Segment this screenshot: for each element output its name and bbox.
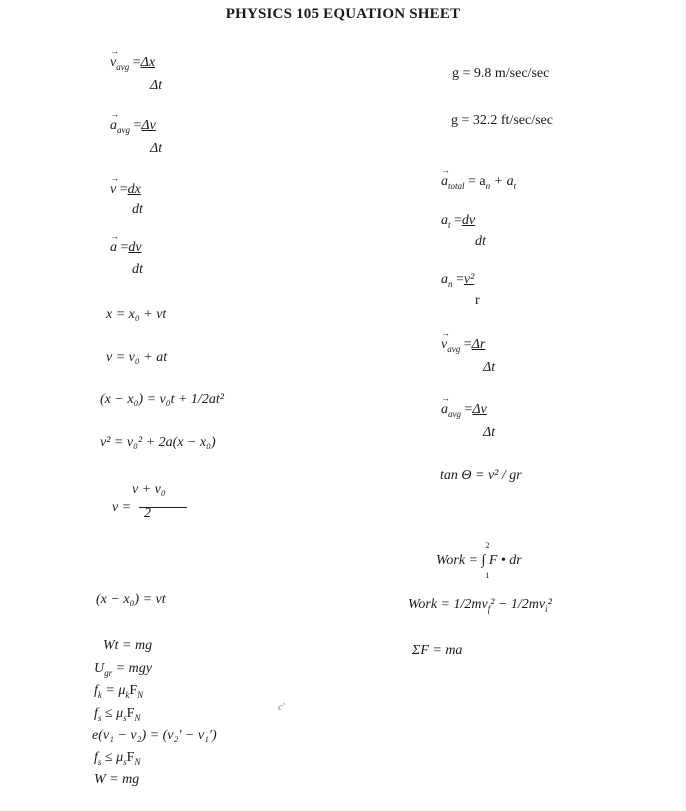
eq-velocity: v = v₀ + at	[106, 350, 168, 365]
eq-a-avg: → $a_{avg} =\Delta v$ Δt	[110, 118, 162, 157]
eq-a-inst: → a =dv dt	[110, 240, 143, 278]
eq-displacement-avg: (x − x₀) = vt	[96, 592, 166, 607]
eq-position: x = x₀ + vt	[106, 307, 167, 322]
eq-work-integral: Work = 2 1 ∫ F • dr	[436, 541, 522, 580]
eq-a-normal: $a_n =v^2$ r	[441, 272, 480, 308]
page-title: PHYSICS 105 EQUATION SHEET	[225, 6, 461, 22]
eq-v-squared: v² = v₀² + 2a(x − x₀)	[100, 435, 216, 450]
scan-edge	[682, 0, 686, 811]
eq-a-tangential: $a_t =dv$ dt	[441, 213, 486, 249]
eq-kinetic-friction: $f_k = \mu_kF_N$	[94, 683, 144, 700]
eq-g-metric: g = 9.8 m/sec/sec	[452, 66, 550, 81]
eq-tan-theta: tan Θ = v² / gr	[440, 468, 522, 483]
eq-static-friction: $f_s \le \mu_sF_N$	[94, 706, 141, 723]
eq-w-mg: W = mg	[94, 772, 140, 787]
eq-g-imperial: g = 32.2 ft/sec/sec	[451, 113, 553, 128]
eq-v-bar: v + v₀ v = 2	[112, 482, 187, 522]
eq-displacement: (x − x₀) = v₀t + 1/2at²	[100, 392, 224, 407]
eq-static-friction-2: $f_s \le \mu_sF_N$	[94, 750, 141, 767]
eq-a-total: → $a_{total} = a_n + a_t$	[441, 174, 516, 191]
eq-v-inst: → v =dx dt	[110, 182, 143, 218]
eq-potential: $U_{gr}$ = mgy	[94, 661, 152, 678]
eq-newton-second-law: ΣF = ma	[412, 643, 463, 658]
eq-work-energy: Work = $1/2mv_f^2 - 1/2mv_i^2$	[408, 597, 552, 614]
eq-weight: Wt = mg	[103, 638, 153, 653]
eq-v-avg: → $v_{avg} =\Delta x$ Δt	[110, 55, 162, 94]
eq-restitution: e(v₁ − v₂) = (v₂′ − v₁′)	[92, 728, 217, 743]
eq-a-avg-2: → $a_{avg} =\Delta v$ Δt	[441, 402, 495, 441]
stray-mark: c'	[278, 702, 285, 713]
eq-v-avg-r: → $v_{avg} =\Delta r$ Δt	[441, 337, 495, 376]
